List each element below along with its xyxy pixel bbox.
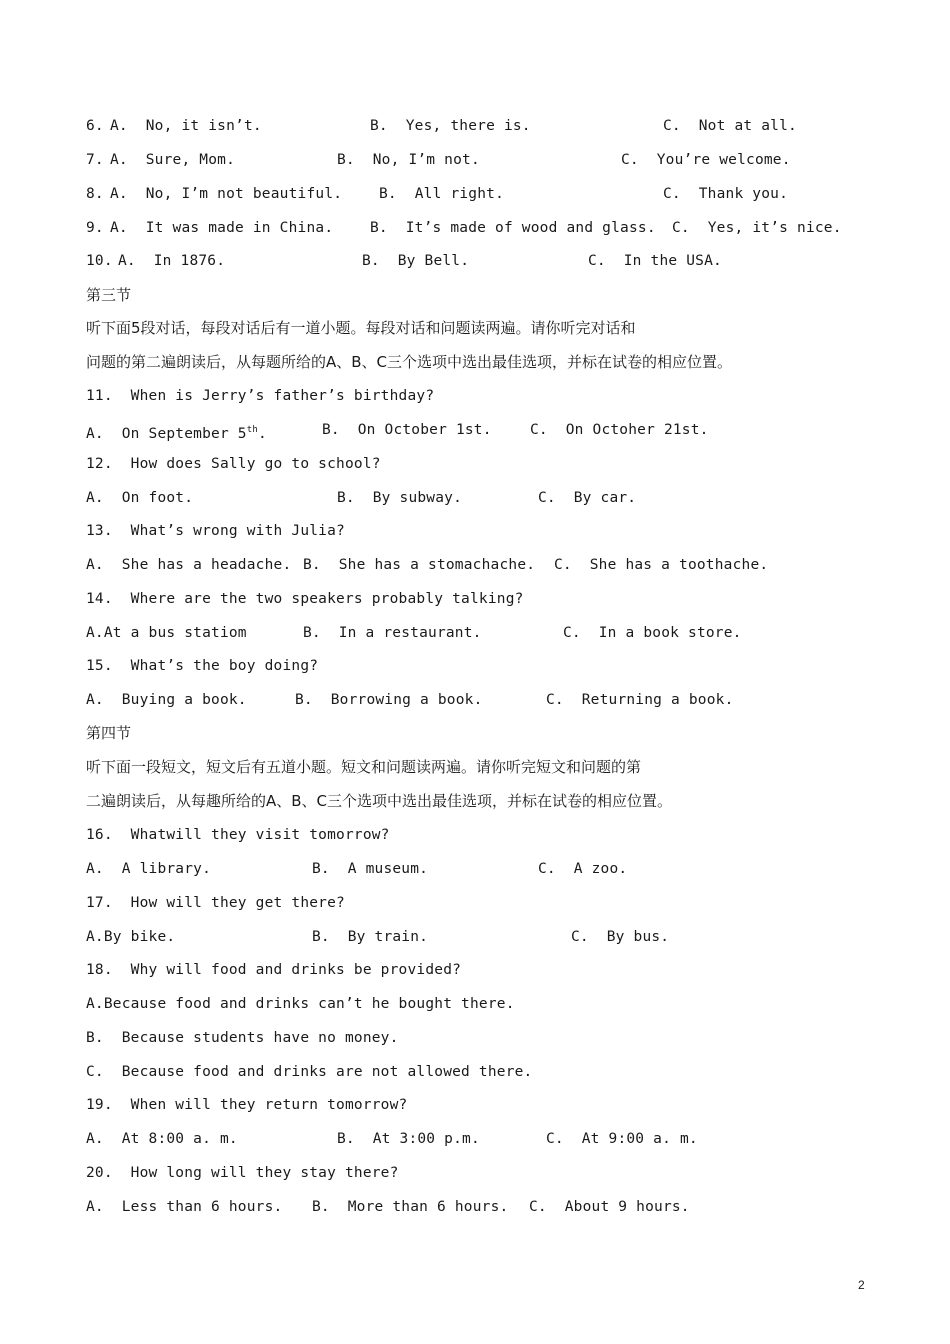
option-b: B. Because students have no money. (86, 1030, 399, 1046)
option-a: A. Less than 6 hours. (86, 1199, 283, 1215)
question-13: 13. What’s wrong with Julia? (86, 523, 345, 539)
option-c: C. About 9 hours. (529, 1199, 690, 1215)
option-a (86, 418, 267, 446)
option-a: A. No, it isn’t. (110, 118, 262, 134)
option-b: B. A museum. (312, 861, 429, 877)
question-20: 20. How long will they stay there? (86, 1165, 399, 1181)
section-instructions: 问题的第二遍朗读后，从每题所给的A、B、C三个选项中选出最佳选项，并标在试卷的相应位置。 (86, 353, 733, 371)
option-b: B. On October 1st. (322, 422, 492, 438)
options-20 (86, 1195, 690, 1219)
option-b: B. Yes, there is. (370, 118, 531, 134)
option-b: B. By train. (312, 929, 429, 945)
question-19: 19. When will they return tomorrow? (86, 1097, 408, 1113)
option-b: B. By subway. (337, 490, 463, 506)
item-row-8 (86, 182, 789, 206)
option-b: B. By Bell. (362, 253, 470, 269)
question-16: 16. Whatwill they visit tomorrow? (86, 827, 390, 843)
item-number: 8. (86, 186, 104, 202)
option-c: C. By bus. (571, 929, 670, 945)
option-a: A. She has a headache. (86, 557, 292, 573)
question-18: 18. Why will food and drinks be provided? (86, 962, 462, 978)
option-c: C. Thank you. (663, 186, 789, 202)
section-instructions: 听下面5段对话，每段对话后有一道小题。每段对话和问题读两遍。请你听完对话和 (86, 319, 636, 337)
option-c: C. In the USA. (588, 253, 722, 269)
option-c: C. At 9:00 a. m. (546, 1131, 698, 1147)
options-13 (86, 553, 769, 577)
option-a: A. No, I’m not beautiful. (110, 186, 343, 202)
option-c: C. A zoo. (538, 861, 628, 877)
option-a: A.At a bus statiom (86, 625, 247, 641)
options-19 (86, 1127, 698, 1151)
options-15 (86, 688, 734, 712)
option-c: C. In a book store. (563, 625, 742, 641)
option-b: B. In a restaurant. (303, 625, 482, 641)
option-a: A. Sure, Mom. (110, 152, 236, 168)
options-14 (86, 621, 742, 645)
option-b: B. More than 6 hours. (312, 1199, 509, 1215)
option-b: B. It’s made of wood and glass. (370, 220, 656, 236)
option-c: C. Returning a book. (546, 692, 734, 708)
option-a-text: A. On September 5 (86, 426, 247, 442)
superscript: th (246, 425, 258, 435)
option-c: C. You’re welcome. (621, 152, 791, 168)
option-a: A. It was made in China. (110, 220, 334, 236)
question-14: 14. Where are the two speakers probably talking? (86, 591, 524, 607)
options-17 (86, 925, 670, 949)
question-12: 12. How does Sally go to school? (86, 456, 381, 472)
option-c: C. By car. (538, 490, 637, 506)
option-a: A. In 1876. (118, 253, 226, 269)
question-17: 17. How will they get there? (86, 895, 345, 911)
option-a: A. Buying a book. (86, 692, 247, 708)
section-instructions: 二遍朗读后，从每趣所给的A、B、C三个选项中选出最佳选项，并标在试卷的相应位置。 (86, 792, 673, 810)
item-row-6 (86, 114, 797, 138)
option-a-end: . (258, 426, 267, 442)
item-number: 10. (86, 253, 113, 269)
option-b: B. She has a stomachache. (303, 557, 536, 573)
option-c: C. Yes, it’s nice. (672, 220, 842, 236)
options-11 (86, 418, 709, 442)
item-number: 9. (86, 220, 104, 236)
option-a: A.Because food and drinks can’t he bought there. (86, 996, 515, 1012)
section-heading: 第三节 (86, 286, 132, 304)
option-b: B. Borrowing a book. (295, 692, 483, 708)
item-row-7 (86, 148, 791, 172)
options-16 (86, 857, 628, 881)
option-b: B. At 3:00 p.m. (337, 1131, 480, 1147)
option-b: B. All right. (379, 186, 505, 202)
option-c: C. She has a toothache. (554, 557, 769, 573)
option-a: A.By bike. (86, 929, 176, 945)
item-number: 6. (86, 118, 104, 134)
option-c: C. Not at all. (663, 118, 797, 134)
item-row-10 (86, 249, 722, 273)
option-a: A. A library. (86, 861, 212, 877)
section-instructions: 听下面一段短文，短文后有五道小题。短文和问题读两遍。请你听完短文和问题的第 (86, 758, 642, 776)
question-11: 11. When is Jerry’s father’s birthday? (86, 388, 435, 404)
page-number: 2 (858, 1278, 865, 1292)
option-b: B. No, I’m not. (337, 152, 480, 168)
item-row-9 (86, 216, 842, 240)
question-15: 15. What’s the boy doing? (86, 658, 319, 674)
option-c: C. Because food and drinks are not allowed there. (86, 1064, 533, 1080)
section-heading: 第四节 (86, 724, 132, 742)
options-12 (86, 486, 637, 510)
option-a: A. On foot. (86, 490, 194, 506)
option-c: C. On Octoher 21st. (530, 422, 709, 438)
option-a: A. At 8:00 a. m. (86, 1131, 238, 1147)
item-number: 7. (86, 152, 104, 168)
